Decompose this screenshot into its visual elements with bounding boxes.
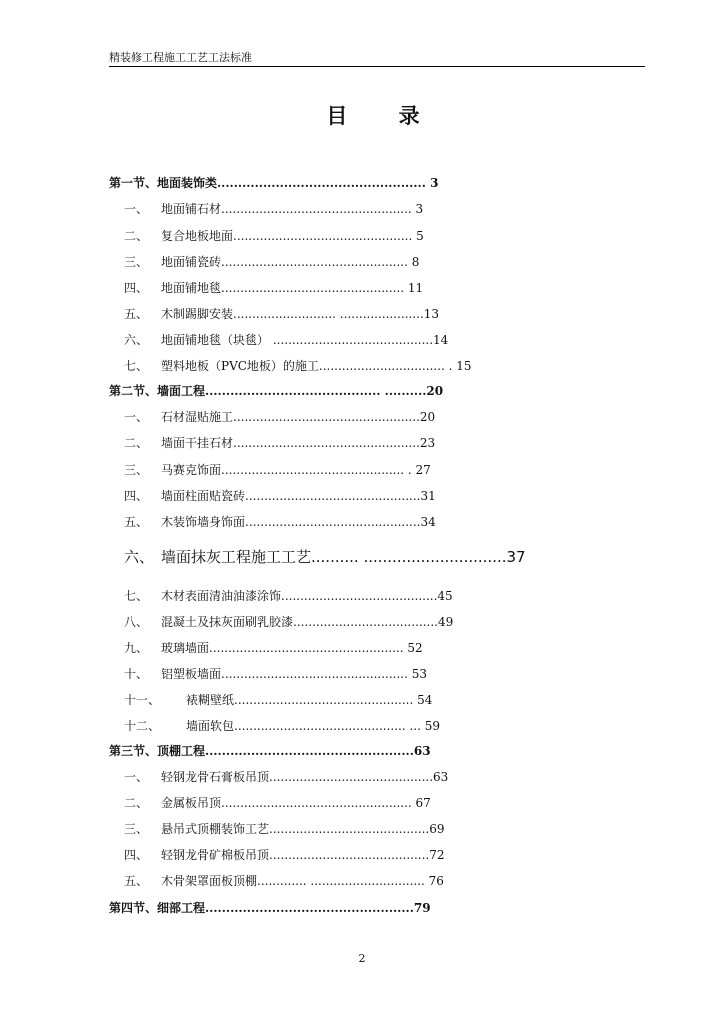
toc-item-text: 金属板吊顶.................................................. 67: [161, 796, 431, 810]
toc-item-text: 石材湿贴施工.................................................20: [161, 410, 436, 424]
toc-item-text: 玻璃墙面................................................... 52: [161, 641, 423, 655]
toc-item-number: 七、: [124, 359, 149, 373]
toc-section[interactable]: [109, 744, 431, 758]
toc-item-number: 七、: [124, 589, 149, 603]
toc-section[interactable]: [109, 901, 431, 915]
toc-item-number: 十一、: [124, 693, 161, 707]
toc-title: 目 录: [326, 104, 442, 128]
toc-item-text: 墙面抹灰工程施工工艺.......... ..............................37: [161, 548, 526, 566]
toc-item-text: 地面铺地毯................................................ 11: [161, 281, 424, 295]
toc-item-text: 轻钢龙骨石膏板吊顶...........................................63: [161, 770, 449, 784]
toc-item-text: 墙面软包............................................. ... 59: [186, 719, 440, 733]
toc-item-text: 裱糊壁纸............................................... 54: [186, 693, 433, 707]
page-number: 2: [358, 952, 366, 965]
toc-item-text: 木材表面清油油漆涂饰.........................................45: [161, 589, 453, 603]
toc-item-number: 八、: [124, 615, 149, 629]
toc-section[interactable]: [109, 176, 438, 190]
toc-item-number: 一、: [124, 202, 149, 216]
toc-item-number: 二、: [124, 436, 149, 450]
toc-section-text: 第二节、墙面工程.......................................... ..........20: [109, 384, 444, 398]
toc-item-number: 四、: [124, 489, 149, 503]
toc-item-text: 墙面柱面贴瓷砖..............................................31: [161, 489, 436, 503]
toc-item-text: 轻钢龙骨矿棉板吊顶..........................................72: [161, 848, 445, 862]
header-divider: [109, 66, 645, 67]
toc-item-number: 九、: [124, 641, 149, 655]
toc-item-text: 铝塑板墙面................................................. 53: [161, 667, 427, 681]
toc-item-number: 五、: [124, 515, 149, 529]
toc-item-text: 悬吊式顶棚装饰工艺..........................................69: [161, 822, 445, 836]
toc-item-number: 三、: [124, 463, 149, 477]
toc-item-text: 地面铺瓷砖................................................. 8: [161, 255, 420, 269]
toc-item-text: 木装饰墙身饰面..............................................34: [161, 515, 436, 529]
toc-item-number: 一、: [124, 410, 149, 424]
toc-item-text: 地面铺石材.................................................. 3: [161, 202, 424, 216]
toc-item-text: 木制踢脚安装........................... ......................13: [161, 307, 439, 321]
toc-item-text: 地面铺地毯（块毯） ..........................................14: [161, 333, 449, 347]
toc-item-text: 马赛克饰面................................................ . 27: [161, 463, 431, 477]
toc-item-number: 二、: [124, 796, 149, 810]
toc-item-number: 三、: [124, 255, 149, 269]
toc-section-text: 第三节、顶棚工程..................................................63: [109, 744, 431, 758]
toc-section-text: 第一节、地面装饰类.................................................. 3: [109, 176, 439, 190]
toc-item-text: 木骨架罩面板顶棚............. .............................. 76: [161, 874, 444, 888]
toc-item-number: 十、: [124, 667, 149, 681]
toc-item-text: 混凝土及抹灰面刷乳胶漆......................................49: [161, 615, 454, 629]
running-header: 精装修工程施工工艺工法标准: [109, 51, 252, 64]
toc-item-number: 四、: [124, 848, 149, 862]
toc-section-text: 第四节、细部工程..................................................79: [109, 901, 431, 915]
toc-item-text: 塑料地板（PVC地板）的施工................................. . 15: [161, 359, 472, 373]
toc-item-number: 二、: [124, 229, 149, 243]
toc-item-text: 复合地板地面............................................... 5: [161, 229, 424, 243]
toc-item-number: 五、: [124, 307, 149, 321]
toc-item-number: 十二、: [124, 719, 161, 733]
toc-item-number: 六、: [124, 333, 149, 347]
toc-item-text: 墙面干挂石材.................................................23: [161, 436, 436, 450]
toc-item-number: 一、: [124, 770, 149, 784]
toc-item-number: 四、: [124, 281, 149, 295]
toc-item-number: 六、: [124, 548, 155, 566]
toc-item-number: 五、: [124, 874, 149, 888]
toc-section[interactable]: [109, 384, 443, 398]
toc-item-number: 三、: [124, 822, 149, 836]
